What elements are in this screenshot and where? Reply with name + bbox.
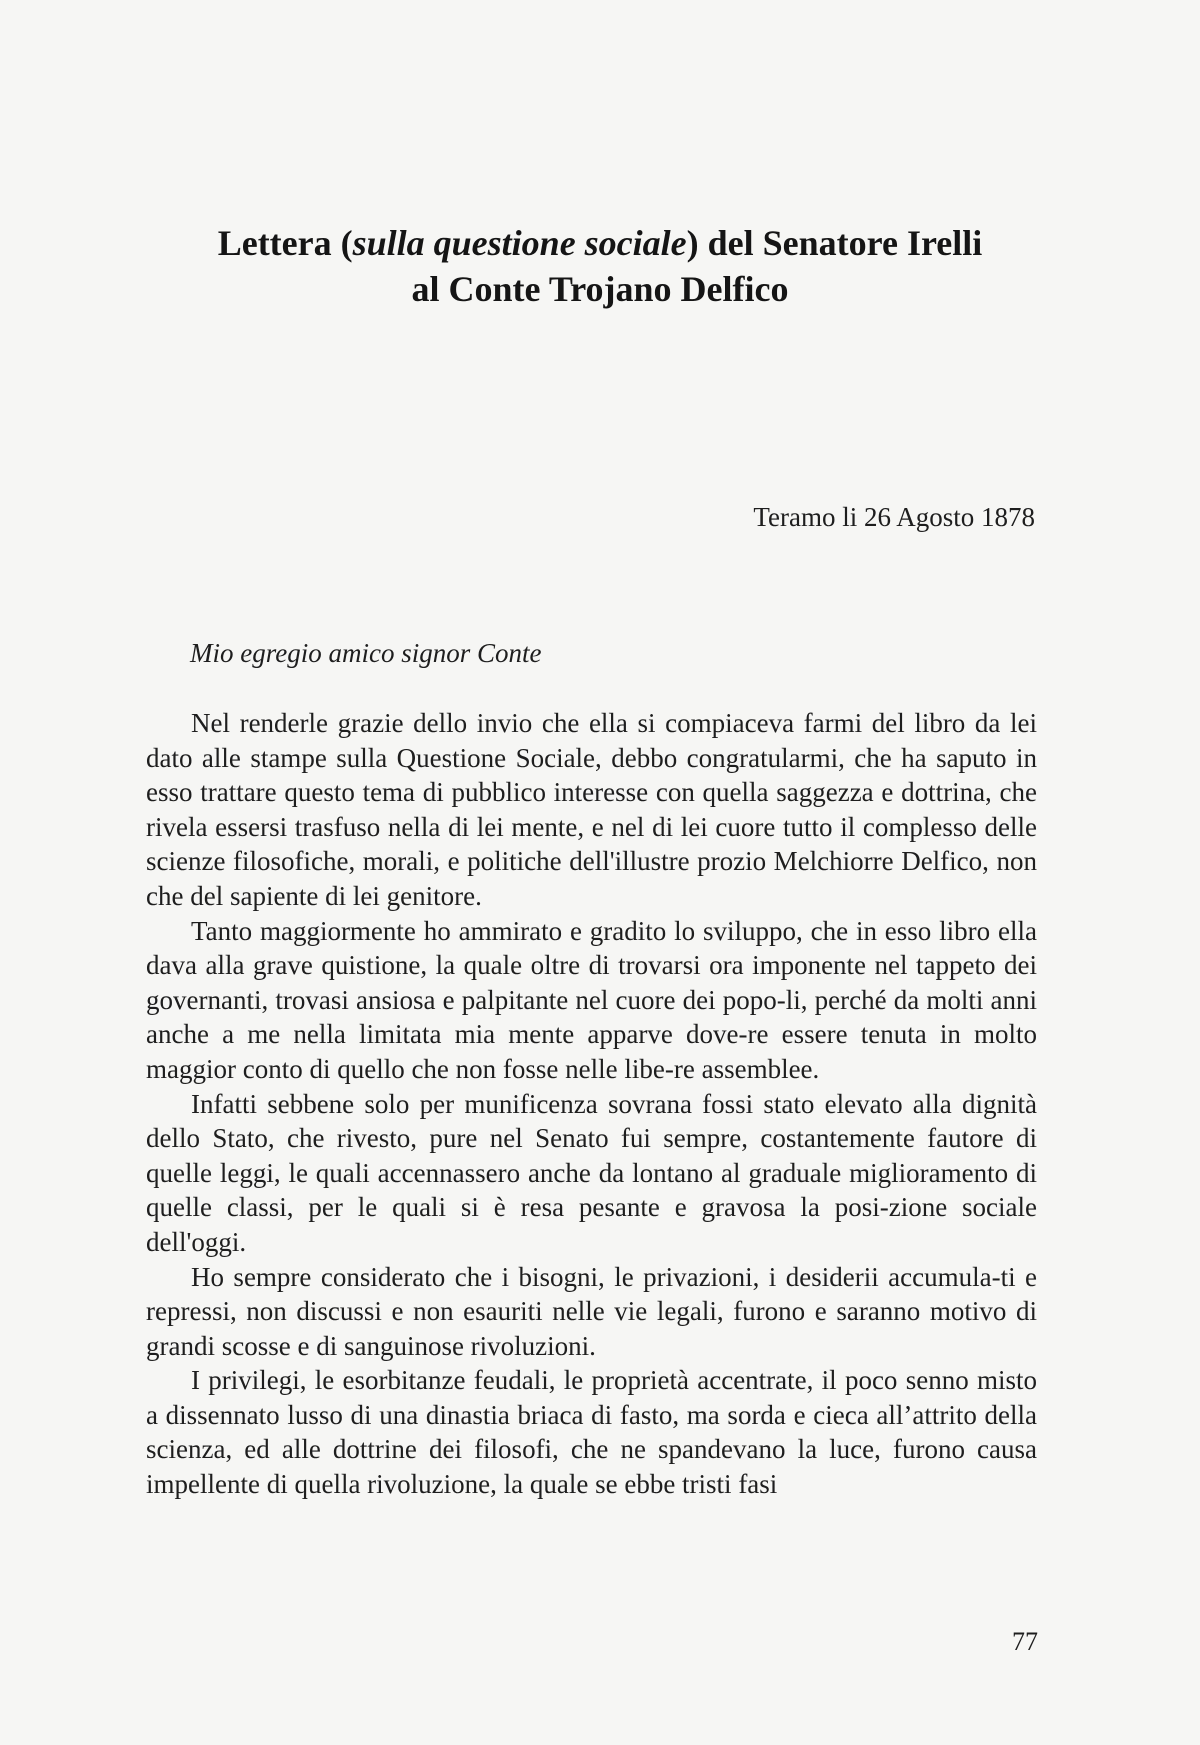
title-part-1: Lettera ( xyxy=(217,223,353,264)
title-line-2: al Conte Trojano Delfico xyxy=(411,269,789,310)
letter-body xyxy=(146,706,1037,1502)
page-title xyxy=(100,220,1100,312)
paragraph: Nel renderle grazie dello invio che ella si compiaceva farmi del libro da lei dato alle stampe sulla Questione Sociale, debbo congratularmi, che ha saputo in esso trattare questo tema di pubblico interesse con quella saggezza e dottrina, che rivela essersi trasfuso nella di lei mente, e nel di lei cuore tutto il complesso delle scienze filosofiche, morali, e politiche dell'illustre prozio Melchiorre Delfico, non che del sapiente di lei genitore. xyxy=(146,708,1037,911)
title-italic-phrase: sulla questione sociale xyxy=(352,223,687,264)
letter-date: Teramo li 26 Agosto 1878 xyxy=(753,502,1035,532)
paragraph: Infatti sebbene solo per munificenza sovrana fossi stato elevato alla dignità dello Stato, che rivesto, pure nel Senato fui sempre, costantemente fautore di quelle leggi, le quali accennassero anche da lontano al graduale miglioramento di quelle classi, per le quali si è resa pesante e gravosa la posi-zione sociale dell'oggi. xyxy=(146,1088,1037,1257)
paragraph: I privilegi, le esorbitanze feudali, le proprietà accentrate, il poco senno misto a dissennato lusso di una dinastia briaca di fasto, ma sorda e cieca all’attrito della scienza, ed alle dottrine dei filosofi, che ne spandevano la luce, furono causa impellente di quella rivoluzione, la quale se ebbe tristi fasi xyxy=(146,1365,1037,1500)
page-number: 77 xyxy=(1012,1627,1038,1656)
paragraph: Tanto maggiormente ho ammirato e gradito lo sviluppo, che in esso libro ella dava alla grave quistione, la quale oltre di trovarsi ora imponente nel tappeto dei governanti, trovasi ansiosa e palpitante nel cuore dei popo-li, perché da molti anni anche a me nella limitata mia mente apparve dove-re essere tenuta in molto maggior conto di quello che non fosse nelle libe-re assemblee. xyxy=(146,915,1037,1084)
title-line-1 xyxy=(100,220,1100,266)
letter-salutation: Mio egregio amico signor Conte xyxy=(190,638,542,668)
paragraph: Ho sempre considerato che i bisogni, le privazioni, i desiderii accumula-ti e repressi, non discussi e non esauriti nelle vie legali, furono e saranno motivo di grandi scosse e di sanguinose rivoluzioni. xyxy=(146,1261,1037,1361)
title-part-2: ) del Senatore Irelli xyxy=(686,223,983,264)
